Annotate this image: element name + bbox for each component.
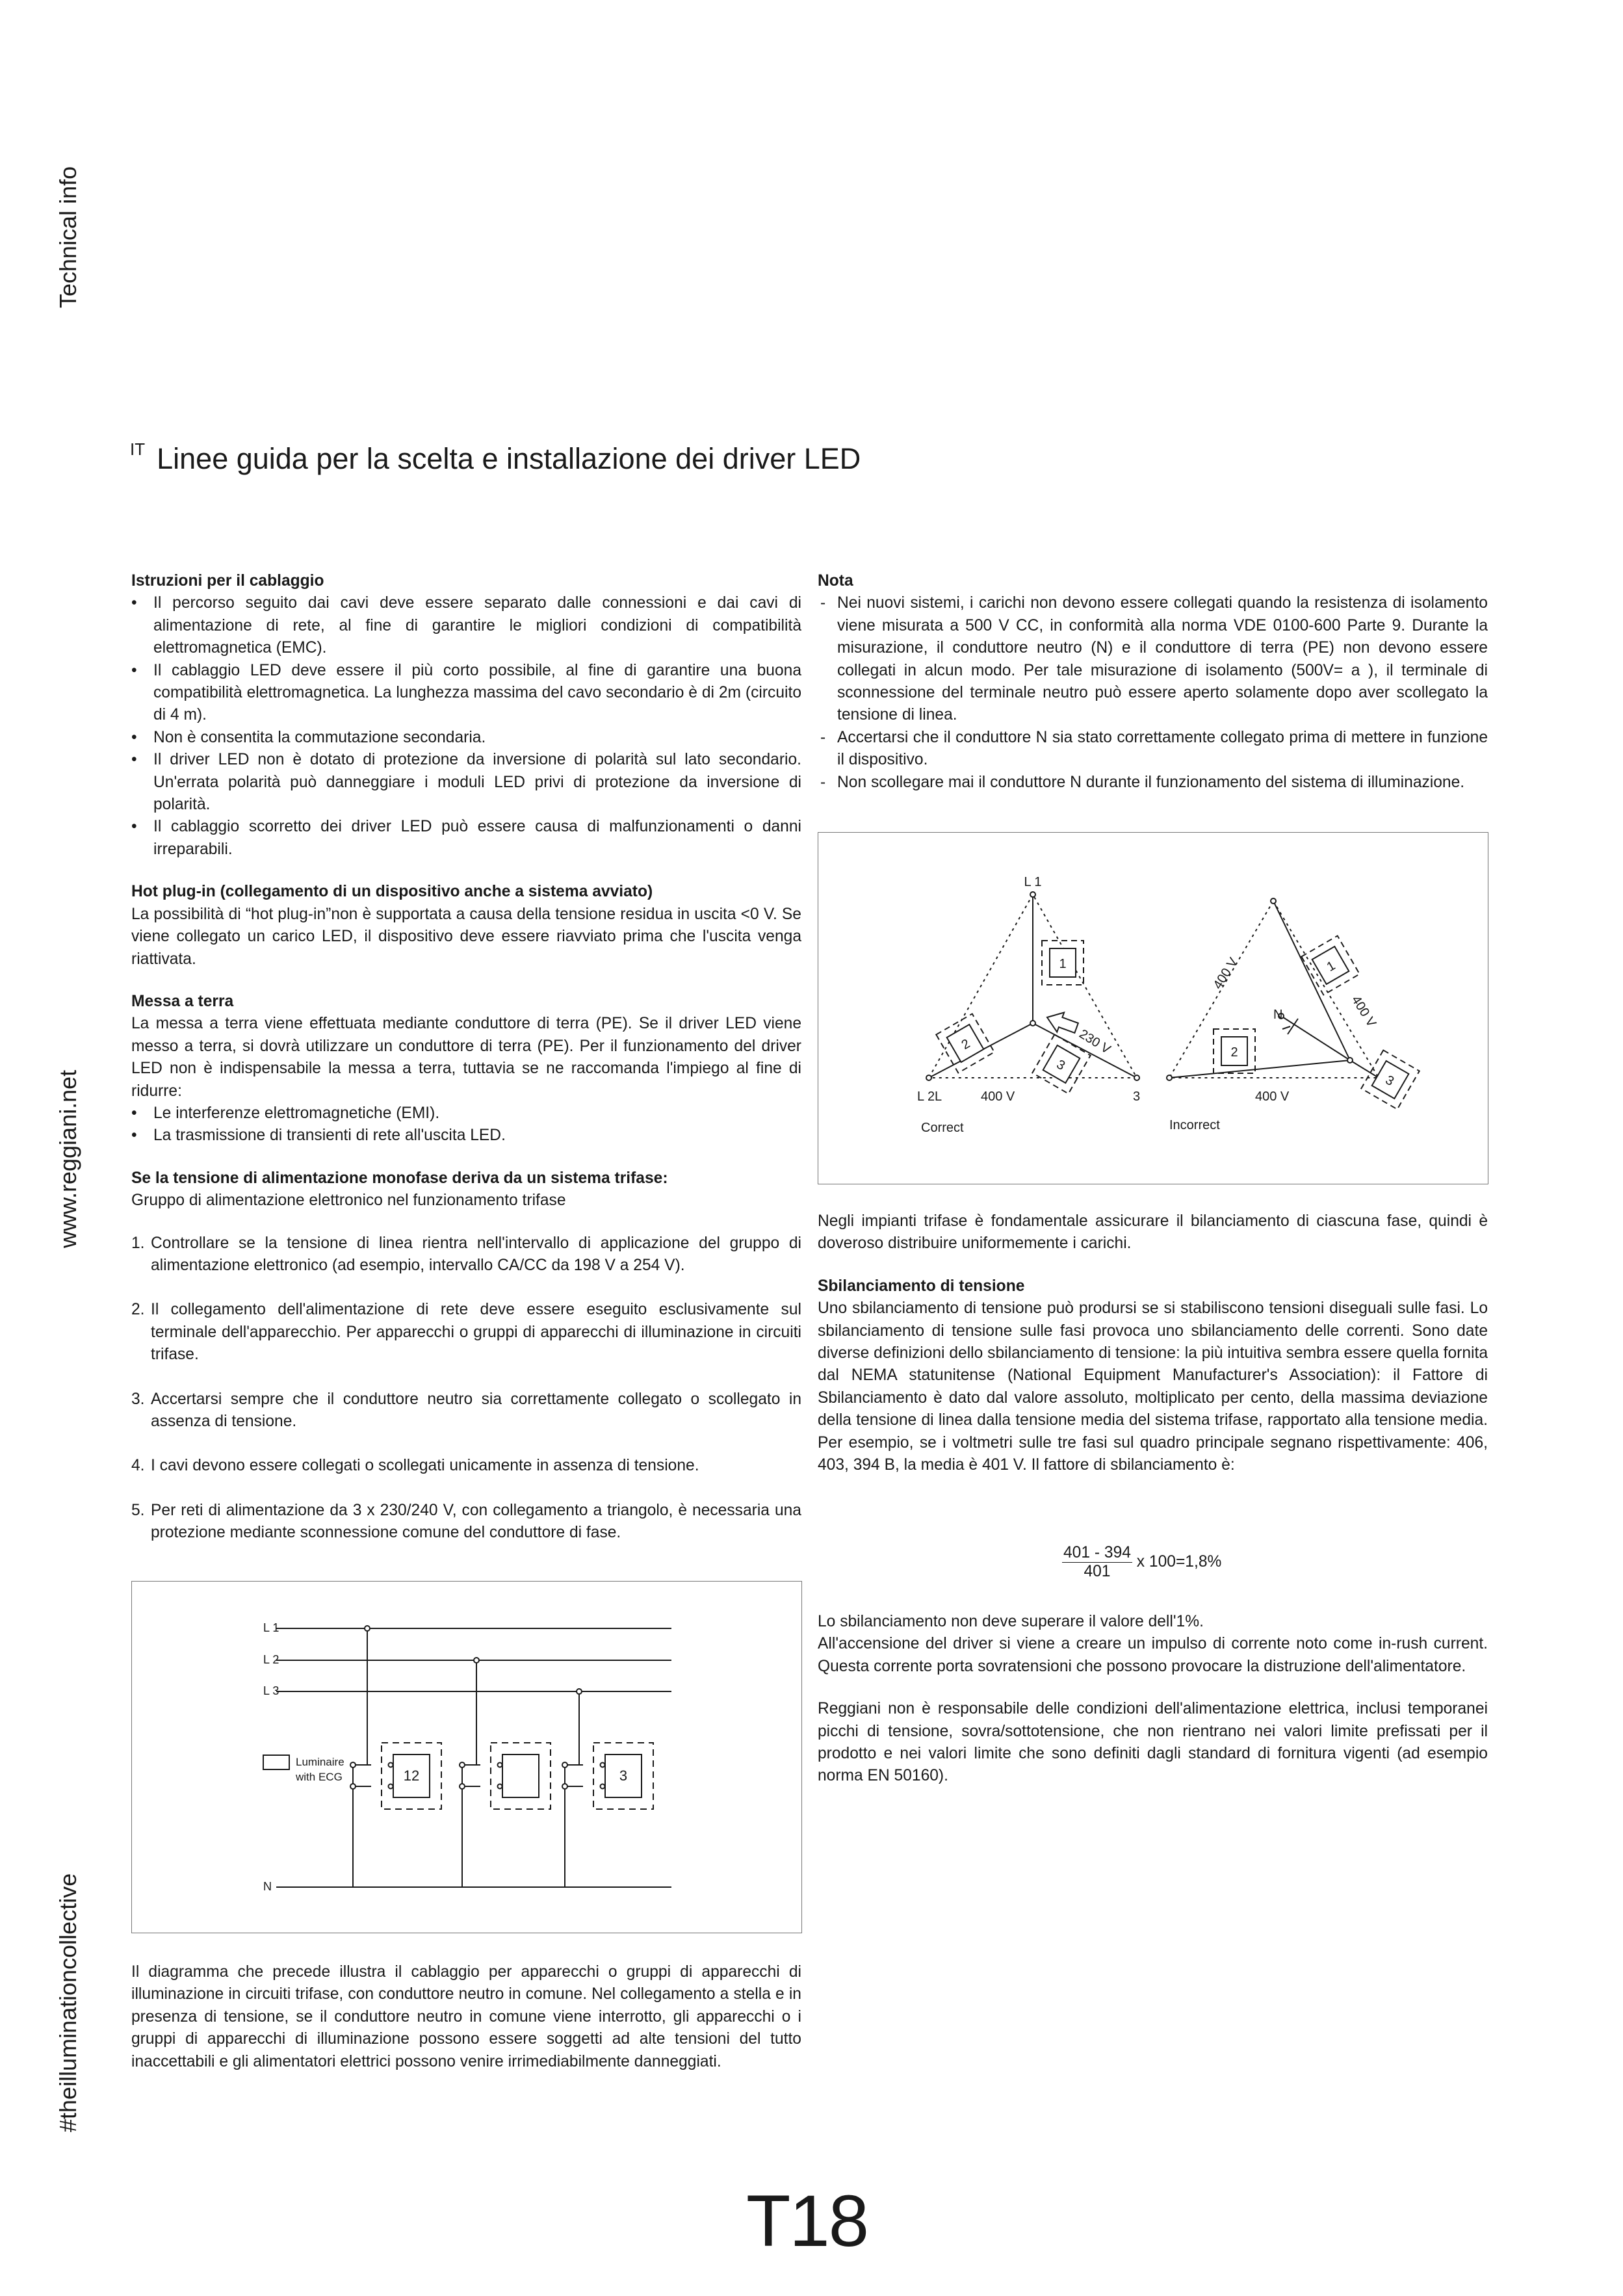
label-l1: L 1: [1024, 875, 1042, 889]
legend-box: [263, 1755, 289, 1769]
language-code: IT: [130, 439, 146, 459]
incorrect-box-1: [1301, 936, 1359, 995]
disclaimer-text: Reggiani non è responsabile delle condizioni dell'alimentazione elettrica, inclusi temporanei picchi di tensione, sovra/sottotensione, che non rientrano nei valori limite prefissati per il prodotto e nei valori limite che sono definiti dagli standard di fornitura vigenti (ad esempio norma EN 50160).: [818, 1700, 1488, 1785]
unbalance-text: Uno sbilanciamento di tensione può prodursi se si stabiliscono tensioni diseguali sulle fasi. Lo sbilanciamento di tensione sulle fasi provoca uno sbilanciamento delle correnti. Sono date diverse definizioni dello sbilanciamento di tensione: la più intuitiva sembra essere quella fornita dal NEMA statunitense (National Equipment Manufacturer's Association): il Fattore di Sbilanciamento è dato dal valore assoluto, moltiplicato per cento, della massima deviazione della tensione di linea dalla tensione media del sistema trifase, rapportato alla tensione media. Per esempio, se i voltmetri sulle tre fasi sul quadro principale segnano rispettivamente: 406, 403, 394 B, la media è 401 V. Il fattore di sbilanciamento è:: [818, 1299, 1488, 1474]
step-number: 4.: [131, 1457, 145, 1475]
limit-text: Lo sbilanciamento non deve superare il valore dell'1%.: [818, 1613, 1204, 1630]
wiring-heading: Istruzioni per il cablaggio: [131, 572, 324, 590]
label-400v-bottom: 400 V: [1255, 1089, 1290, 1104]
incorrect-box-2-label: 2: [1230, 1045, 1238, 1060]
sidebar-technical-info: Technical info: [55, 166, 81, 308]
formula-rest: x 100=1,8%: [1136, 1553, 1222, 1571]
single-phase-subheading: Gruppo di alimentazione elettronico nel funzionamento trifase: [131, 1192, 566, 1210]
left-column: [131, 570, 801, 1567]
correct-box-1-label: 1: [1059, 957, 1067, 971]
correct-box-2-label: 2: [959, 1036, 973, 1053]
right-bottom-column: [818, 1611, 1488, 1788]
list-item: - Nei nuovi sistemi, i carichi non devono essere collegati quando la resistenza di isolamento viene misurata a 500 V CC, in conformità alla norma VDE 0100-600 Parte 9. Durante la misurazione, il conduttore neutro (N) e il conduttore di terra (PE) non devono essere collegati in alcun modo. Per tale misurazione di isolamento (500V= a ), il terminale di sconnessione del terminale neutro può essere aperto solamente dopo aver scollegato la tensione di linea.: [818, 592, 1488, 726]
unbalance-formula: [1062, 1544, 1221, 1581]
label-n: N: [1273, 1008, 1283, 1022]
list-item: • Il cablaggio scorretto dei driver LED può essere causa di malfunzionamenti o danni irreparabili.: [131, 816, 801, 861]
step-number: 3.: [131, 1390, 145, 1408]
label-400v-left: 400 V: [1210, 955, 1241, 992]
legend-line1: Luminaire: [296, 1756, 344, 1768]
switch-icon: [1282, 1019, 1298, 1034]
list-item: • Il cablaggio LED deve essere il più corto possibile, al fine di garantire una buona compatibilità elettromagnetica. La lunghezza massima del cavo secondario è di 2m (circuito di 4 m).: [131, 660, 801, 727]
step-number: 5.: [131, 1501, 145, 1519]
list-item: • Il percorso seguito dai cavi deve essere separato dalle connessioni e dai cavi di alimentazione di rete, al fine di garantire le migliori condizioni di compatibilità elettromagnetica (EMC).: [131, 592, 801, 659]
step-text: Il collegamento dell'alimentazione di rete deve essere eseguito esclusivamente sul terminale dell'apparecchio. Per apparecchi o gruppi di apparecchi di illuminazione in circuiti trifase.: [151, 1301, 801, 1364]
incorrect-box-1-label: 1: [1324, 958, 1338, 975]
balance-text: Negli impianti trifase è fondamentale assicurare il bilanciamento di ciascuna fase, quindi è doveroso distribuire uniformemente i carichi.: [818, 1212, 1488, 1253]
earth-text: La messa a terra viene effettuata mediante conduttore di terra (PE). Se il driver LED viene messo a terra, si dovrà utilizzare un conduttore di terra (PE). Per il funzionamento del driver LED non è indispensabile la messa a terra, tuttavia se ne raccomanda l'impiego al fine di ridurre:: [131, 1015, 801, 1100]
list-item: • La trasmissione di transienti di rete all'uscita LED.: [131, 1125, 801, 1147]
correct-box-2: [936, 1014, 994, 1073]
earth-list: [131, 1102, 801, 1147]
label-230v: 230 V: [1076, 1026, 1113, 1057]
label-l3: L 3: [263, 1684, 279, 1697]
circuit-diagram-svg: [132, 1582, 801, 1933]
step-text: Per reti di alimentazione da 3 x 230/240 V, con collegamento a triangolo, è necessaria una protezione mediante sconnessione comune del conduttore di fase.: [151, 1501, 801, 1542]
list-item: [131, 1389, 801, 1433]
sidebar-website[interactable]: www.reggiani.net: [55, 1069, 81, 1248]
step-text: Accertarsi sempre che il conduttore neutro sia correttamente collegato o scollegato in assenza di tensione.: [151, 1390, 801, 1430]
list-item: - Non scollegare mai il conduttore N durante il funzionamento del sistema di illuminazione.: [818, 772, 1488, 794]
caption-text: Il diagramma che precede illustra il cablaggio per apparecchi o gruppi di apparecchi di illuminazione in circuiti trifase, con conduttore neutro in comune. Nel collegamento a stella e in presenza di tensione, se il conduttore neutro in comune viene interrotto, gli apparecchi o i gruppi di apparecchi di illuminazione possono essere soggetti ad alte tensioni del tutto inaccettabili e gli alimentatori elettrici possono venire irrimediabilmente danneggiati.: [131, 1963, 801, 2070]
hotplug-text: La possibilità di “hot plug-in”non è supportata a causa della tensione residua in uscita <0 V. Se viene collegato un carico LED, il dispositivo deve essere riavviato prima che l'uscita venga riattivata.: [131, 905, 801, 968]
label-n: N: [263, 1880, 272, 1893]
label-400v-right: 400 V: [1348, 993, 1379, 1030]
label-correct: Correct: [921, 1121, 964, 1135]
incorrect-box-3: [1361, 1050, 1419, 1110]
incorrect-box-2: [1214, 1029, 1255, 1073]
formula-fraction: [1062, 1544, 1132, 1581]
correct-box-3: [1032, 1035, 1090, 1094]
page-title-text: Linee guida per la scelta e installazione dei driver LED: [157, 442, 861, 475]
step-number: 1.: [131, 1234, 145, 1252]
nota-heading: Nota: [818, 572, 853, 590]
label-l2l: L 2L: [917, 1089, 942, 1104]
formula-numerator: 401 - 394: [1063, 1544, 1131, 1561]
list-item: [131, 1233, 801, 1277]
list-item: [131, 1500, 801, 1545]
label-l1: L 1: [263, 1621, 279, 1634]
page-title: [130, 439, 861, 476]
nota-list: [818, 592, 1488, 794]
hotplug-heading: Hot plug-in (collegamento di un dispositivo anche a sistema avviato): [131, 883, 653, 901]
list-item: • Il driver LED non è dotato di protezione da inversione di polarità sul lato secondario. Un'errata polarità può danneggiare i moduli LED privi di protezione da inversione di polarità.: [131, 749, 801, 816]
step-text: Controllare se la tensione di linea rientra nell'intervallo di applicazione del gruppo di alimentazione elettronico (ad esempio, intervallo CA/CC da 198 V a 254 V).: [151, 1234, 801, 1274]
nota-section: [818, 570, 1488, 794]
step-text: I cavi devono essere collegati o scollegati unicamente in assenza di tensione.: [151, 1457, 699, 1475]
list-item: [131, 1299, 801, 1366]
circuit-diagram: [131, 1581, 802, 1933]
triangle-diagram: [818, 832, 1488, 1184]
steps-list: [131, 1233, 801, 1545]
box-label-3: 3: [619, 1768, 628, 1784]
list-item: [131, 1455, 801, 1477]
triangle-diagram-svg: [818, 833, 1488, 1184]
circuit-caption: [131, 1961, 801, 2073]
label-l2: L 2: [263, 1653, 279, 1666]
correct-box-3-label: 3: [1054, 1057, 1068, 1074]
single-phase-heading: Se la tensione di alimentazione monofase deriva da un sistema trifase:: [131, 1169, 668, 1187]
arrow-icon: [1044, 1008, 1080, 1037]
list-item: • Non è consentita la commutazione secondaria.: [131, 727, 801, 749]
wiring-list: [131, 592, 801, 861]
formula-denominator: 401: [1084, 1563, 1111, 1580]
legend-line2: with ECG: [296, 1771, 343, 1783]
box-label-1: 12: [403, 1768, 420, 1784]
right-lower-column: [818, 1210, 1488, 1476]
correct-box-1: [1042, 941, 1084, 985]
sidebar-hashtag: #theilluminationcollective: [55, 1873, 81, 2132]
inrush-text: All'accensione del driver si viene a creare un impulso di corrente noto come in-rush current. Questa corrente porta sovratensioni che possono provocare la distruzione dell'alimentatore.: [818, 1635, 1488, 1675]
page-number: T18: [746, 2180, 868, 2262]
incorrect-box-3-label: 3: [1383, 1073, 1397, 1089]
label-incorrect: Incorrect: [1169, 1118, 1220, 1132]
step-number: 2.: [131, 1301, 145, 1319]
label-400v: 400 V: [981, 1089, 1015, 1104]
unbalance-heading: Sbilanciamento di tensione: [818, 1277, 1025, 1295]
earth-heading: Messa a terra: [131, 992, 234, 1010]
list-item: • Le interferenze elettromagnetiche (EMI).: [131, 1102, 801, 1125]
list-item: - Accertarsi che il conduttore N sia stato correttamente collegato prima di mettere in funzione il dispositivo.: [818, 727, 1488, 772]
label-3: 3: [1133, 1089, 1141, 1104]
